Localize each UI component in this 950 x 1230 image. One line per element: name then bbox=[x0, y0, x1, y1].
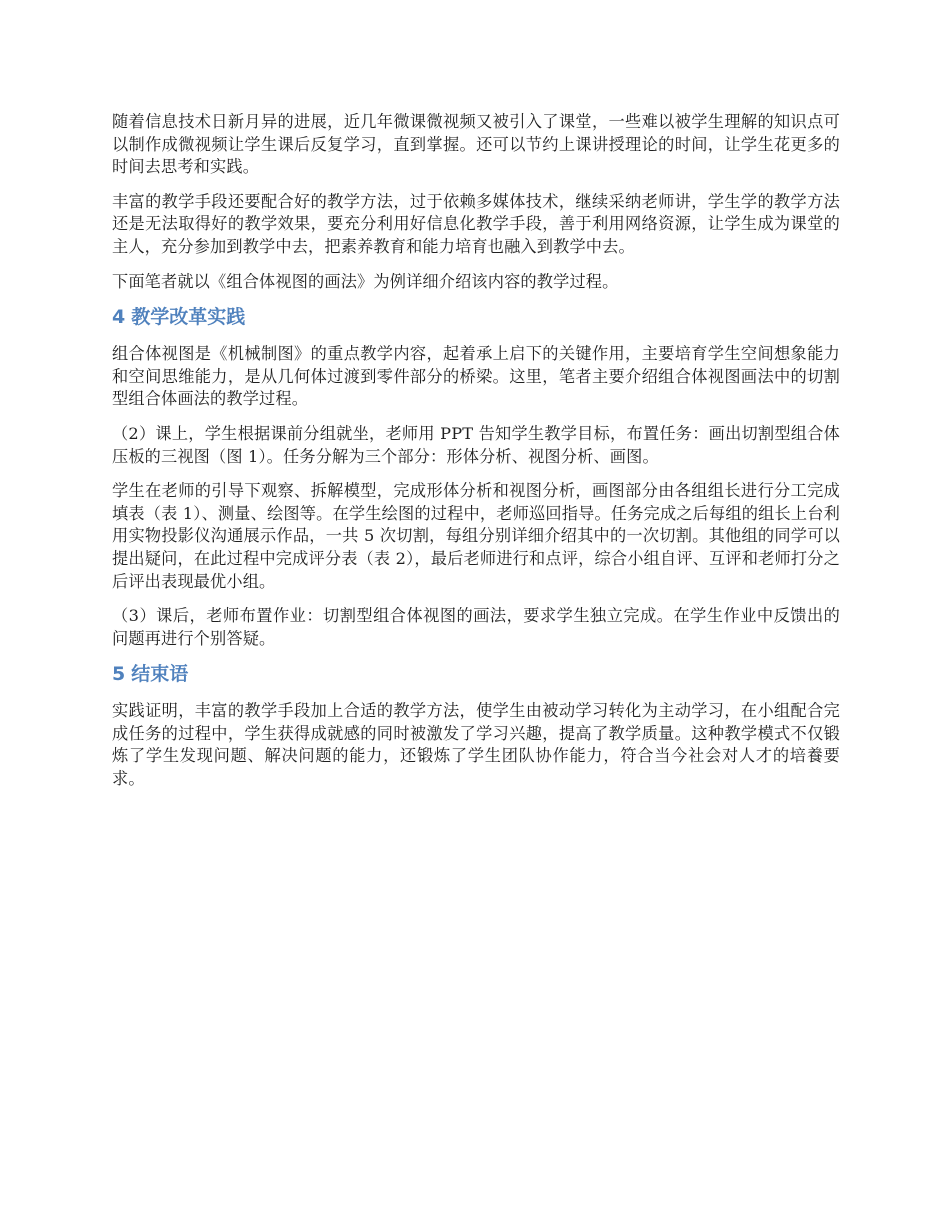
section-5-number: 5 bbox=[112, 663, 126, 686]
section-4-paragraph-2: （2）课上，学生根据课前分组就坐，老师用 PPT 告知学生教学目标，布置任务：画出切割型组合体压板的三视图（图 1）。任务分解为三个部分：形体分析、视图分析、画图。 bbox=[112, 423, 840, 466]
section-5-title: 结束语 bbox=[131, 663, 189, 686]
document-page bbox=[112, 111, 840, 803]
intro-paragraph-3: 下面笔者就以《组合体视图的画法》为例详细介绍该内容的教学过程。 bbox=[112, 271, 619, 291]
section-4-paragraph-1: 组合体视图是《机械制图》的重点教学内容，起着承上启下的关键作用，主要培育学生空间想象能力和空间思维能力，是从几何体过渡到零件部分的桥梁。这里，笔者主要介绍组合体视图画法中的切割型组合体画法的教学过程。 bbox=[112, 344, 840, 409]
section-5-paragraph-1: 实践证明，丰富的教学手段加上合适的教学方法，使学生由被动学习转化为主动学习，在小组配合完成任务的过程中，学生获得成就感的同时被激发了学习兴趣，提高了教学质量。这种教学模式不仅锻炼了学生发现问题、解决问题的能力，还锻炼了学生团队协作能力，符合当今社会对人才的培養要求。 bbox=[112, 701, 840, 789]
section-4-paragraph-4: （3）课后，老师布置作业：切割型组合体视图的画法，要求学生独立完成。在学生作业中反馈出的问题再进行个别答疑。 bbox=[112, 606, 840, 648]
intro-paragraph-2: 丰富的教学手段还要配合好的教学方法，过于依赖多媒体技术，继续采纳老师讲，学生学的教学方法还是无法取得好的教学效果，要充分利用好信息化教学手段，善于利用网络资源，让学生成为课堂的主人，充分参加到教学中去，把素养教育和能力培育也融入到教学中去。 bbox=[112, 191, 840, 256]
section-4-title: 教学改革实践 bbox=[131, 306, 246, 329]
intro-paragraph-1: 随着信息技术日新月异的进展，近几年微课微视频又被引入了课堂，一些难以被学生理解的知识点可以制作成微视频让学生课后反复学习，直到掌握。还可以节约上课讲授理论的时间，让学生花更多的时间去思考和实践。 bbox=[112, 112, 840, 177]
section-5-heading bbox=[112, 662, 840, 686]
section-4-paragraph-3: 学生在老师的引导下观察、拆解模型，完成形体分析和视图分析，画图部分由各组组长进行分工完成填表（表 1）、测量、绘图等。在学生绘图的过程中，老师巡回指导。任务完成之后每组的组长上台利用实物投影仪沟通展示作品，一共 5 次切割，每组分别详细介绍其中的一次切割。其他组的同学可以提出疑问，在此过程中完成评分表（表 2），最后老师进行和点评，综合小组自评、互评和老师打分之后评出表现最优小组。 bbox=[112, 481, 840, 591]
section-4-heading bbox=[112, 305, 840, 329]
section-4-number: 4 bbox=[112, 306, 126, 329]
